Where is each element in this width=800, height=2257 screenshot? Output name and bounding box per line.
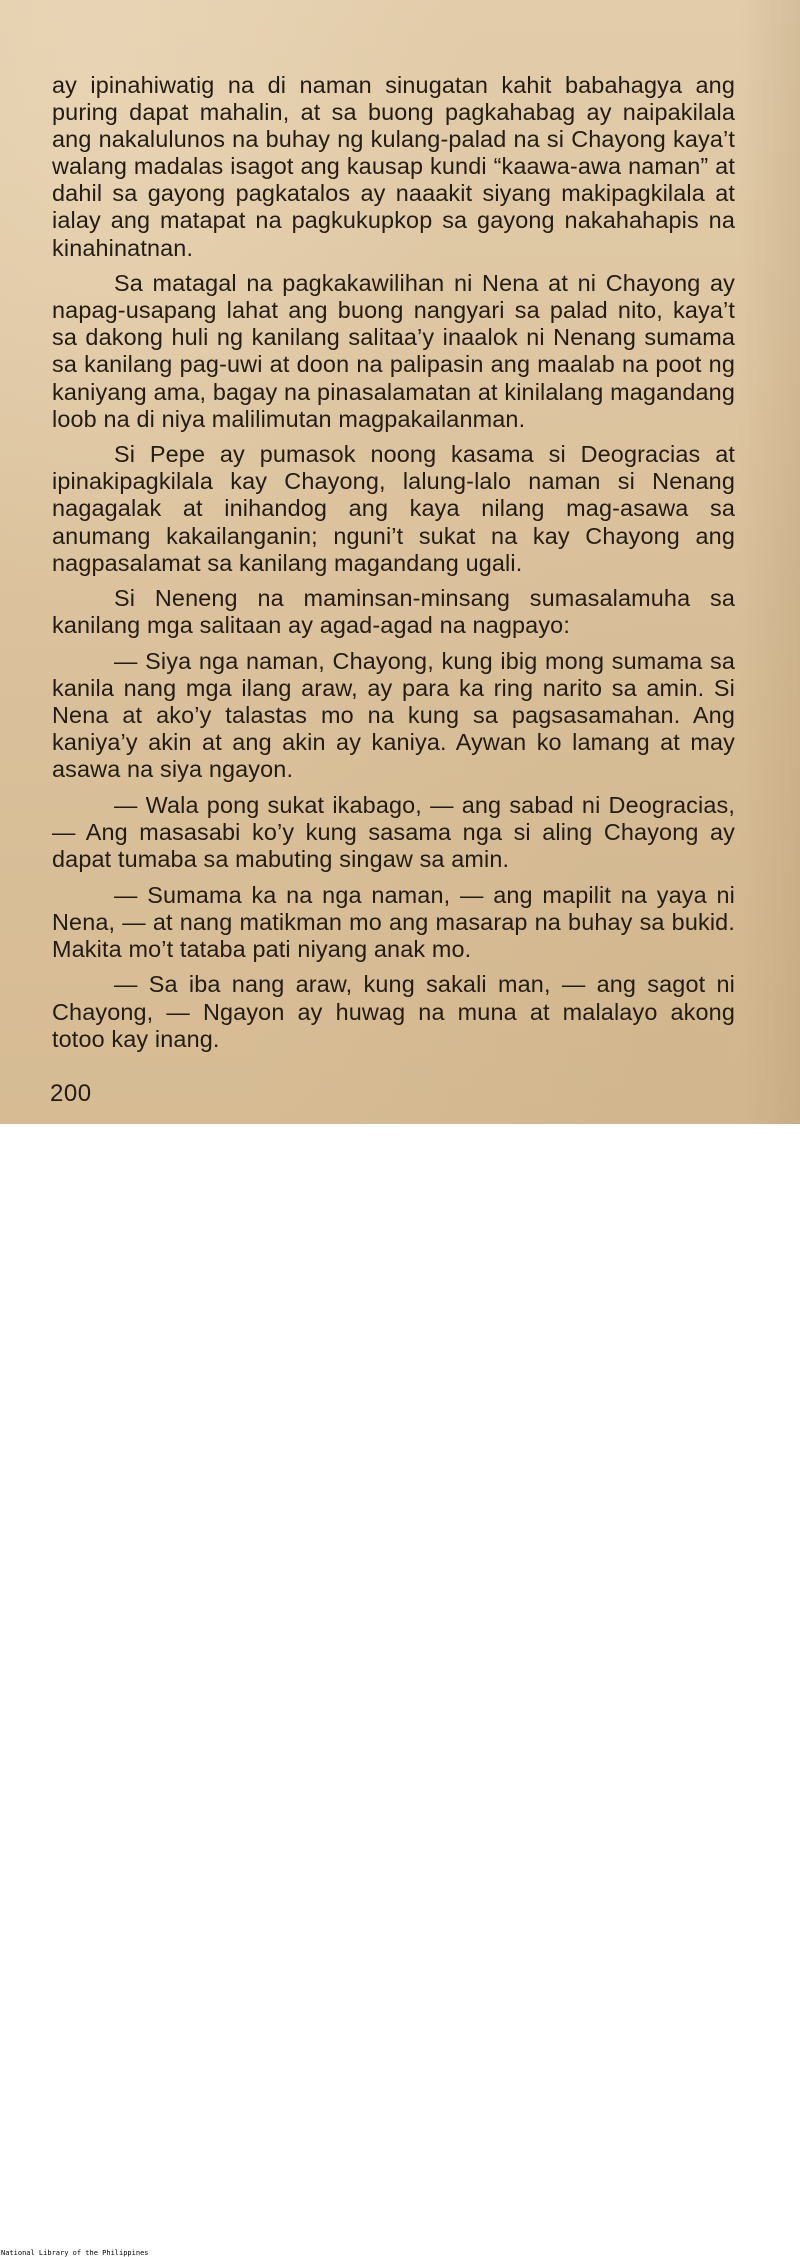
paragraph-3: Si Pepe ay pumasok noong kasama si Deogracias at ipinakipagkilala kay Chayong, lalung-lalo naman si Nenang nagagalak at inihandog ang kaya nilang mag-asawa sa anumang kakailanganin; nguni’t sukat na kay Chayong ang nagpasalamat sa kanilang magandang ugali. (52, 441, 735, 576)
paragraph-2: Sa matagal na pagkakawilihan ni Nena at ni Chayong ay napag-usapang lahat ang buong nangyari sa palad nito, kaya’t sa dakong huli ng kanilang salitaa’y inaalok ni Nenang sumama sa kanilang pag-uwi at doon na palipasin ang maalab na poot ng kaniyang ama, bagay na pinasalamatan at kinilalang magandang loob na di niya malilimutan magpakailanman. (52, 270, 735, 432)
footer-strip (0, 1124, 800, 2257)
paragraph-4: Si Neneng na maminsan-minsang sumasalamuha sa kanilang mga salitaan ay agad-agad na nagpayo: (52, 585, 735, 639)
book-page (0, 0, 800, 1124)
paragraph-7: — Sumama ka na nga naman, — ang mapilit na yaya ni Nena, — at nang matikman mo ang masarap na buhay sa bukid. Makita mo’t tataba pati niyang anak mo. (52, 881, 735, 962)
page-number: 200 (50, 1080, 92, 1107)
page-body-text (52, 72, 735, 1053)
paragraph-8: — Sa iba nang araw, kung sakali man, — ang sagot ni Chayong, — Ngayon ay huwag na muna at malalayo akong totoo kay inang. (52, 971, 735, 1052)
paragraph-6: — Wala pong sukat ikabago, — ang sabad ni Deogracias, — Ang masasabi ko’y kung sasama nga si aling Chayong ay dapat tumaba sa mabuting singaw sa amin. (52, 791, 735, 873)
paragraph-5: — Siya nga naman, Chayong, kung ibig mong sumama sa kanila nang mga ilang araw, ay para ka ring narito sa amin. Si Nena at ako’y talastas mo na kung sa pagsasamahan. Ang kaniya’y akin at ang akin ay kaniya. Aywan ko lamang at may asawa na siya ngayon. (52, 647, 735, 783)
paragraph-1: ay ipinahiwatig na di naman sinugatan kahit babahagya ang puring dapat mahalin, at sa buong pagkahabag ay naipakilala ang nakalulunos na buhay ng kulang-palad na si Chayong kaya’t walang madalas isagot ang kausap kundi “kaawa-awa naman” at dahil sa gayong pagkatalos ay naaakit siyang makipagkilala at ialay ang matapat na pagkukupkop sa gayong nakahahapis na kinahinatnan. (52, 72, 735, 261)
library-credit: National Library of the Philippines (1, 2249, 149, 2257)
